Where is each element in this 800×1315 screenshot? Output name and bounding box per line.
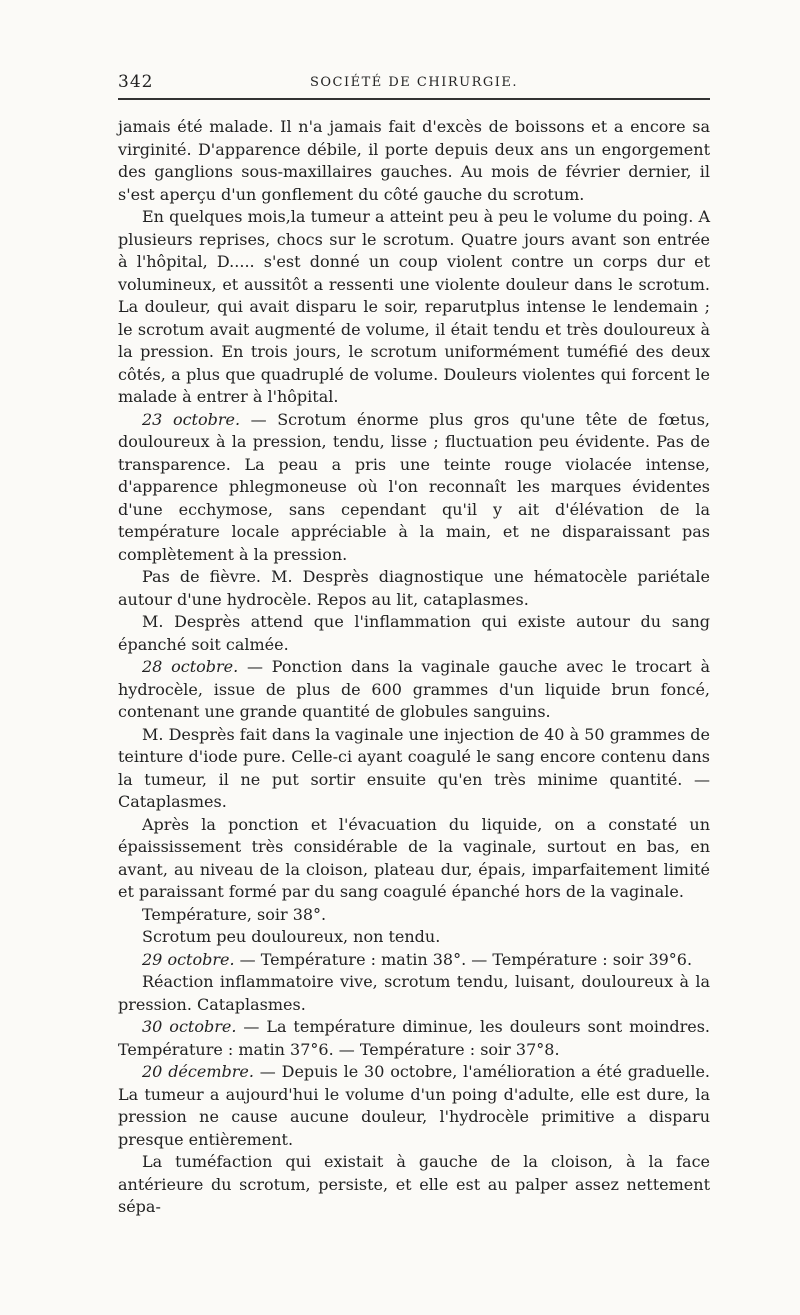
paragraph (118, 971, 710, 1016)
paragraph-text: Réaction inflammatoire vive, scrotum tendu, luisant, douloureux à la pression. Cataplasmes. (118, 972, 710, 1014)
paragraph-text: — Ponction dans la vaginale gauche avec le trocart à hydrocèle, issue de plus de 600 grammes d'un liquide brun foncé, contenant une grande quantité de globules sanguins. (118, 657, 711, 721)
paragraph (118, 566, 710, 611)
paragraph-text: — Depuis le 30 octobre, l'amélioration a été graduelle. La tumeur a aujourd'hui le volume d'un poing d'adulte, elle est dure, la pression ne cause aucune douleur, l'hydrocèle primitive a disparu presque entièrement. (118, 1062, 710, 1149)
running-head: SOCIÉTÉ DE CHIRURGIE. (309, 75, 519, 90)
paragraph (118, 814, 710, 904)
paragraph-text: — Température : matin 38°. — Température : soir 39°6. (234, 949, 693, 969)
paragraph-date: 28 octobre. (142, 657, 239, 676)
paragraph-date: 23 octobre. (142, 409, 241, 429)
paragraph (118, 926, 710, 949)
body-text (118, 116, 710, 1219)
paragraph-date: 30 octobre. (142, 1017, 237, 1036)
paragraph-text: M. Desprès attend que l'inflammation qui existe autour du sang épanché soit calmée. (118, 612, 710, 654)
paragraph-date: 20 décembre. (142, 1062, 254, 1081)
paragraph (118, 206, 710, 409)
paragraph-text: Pas de fièvre. M. Desprès diagnostique une hématocèle pariétale autour d'une hydrocèle. Repos au lit, cataplasmes. (118, 567, 710, 609)
paragraph (118, 409, 710, 567)
page-header (118, 62, 710, 94)
paragraph (118, 611, 710, 656)
paragraph (118, 949, 710, 972)
paragraph (118, 1151, 710, 1219)
paragraph-text: M. Desprès fait dans la vaginale une injection de 40 à 50 grammes de teinture d'iode pure. Celle-ci ayant coagulé le sang encore contenu dans la tumeur, il ne put sortir ensuite qu'en très minime quantité. — Cataplasmes. (118, 724, 710, 811)
paragraph-text: En quelques mois,la tumeur a atteint peu à peu le volume du poing. A plusieurs reprises, chocs sur le scrotum. Quatre jours avant son entrée à l'hôpital, D..... s'est donné un coup violent contre un corps dur et volumineux, et aussitôt a ressenti une violente douleur dans le scrotum. La douleur, qui avait disparu le soir, reparutplus intense le lendemain ; le scrotum avait augmenté de volume, il était tendu et très douloureux à la pression. En trois jours, le scrotum uniformément tuméfié des deux côtés, a plus que quadruplé de volume. Douleurs violentes qui forcent le malade à entrer à l'hôpital. (118, 207, 710, 406)
paragraph (118, 1016, 710, 1061)
page-number: 342 (118, 72, 154, 92)
paragraph-text: — La température diminue, les douleurs sont moindres. Température : matin 37°6. — Température : soir 37°8. (118, 1017, 711, 1059)
paragraph-text: La tuméfaction qui existait à gauche de la cloison, à la face antérieure du scrotum, persiste, et elle est au palper assez nettement sépa- (118, 1152, 710, 1216)
paragraph-text: — Scrotum énorme plus gros qu'une tête de fœtus, douloureux à la pression, tendu, lisse ; fluctuation peu évidente. Pas de transparence. La peau a pris une teinte rouge violacée intense, d'apparence phlegmoneuse où l'on reconnaît les marques évidentes d'une ecchymose, sans cependant qu'il y ait d'élévation de la température locale appréciable à la main, et ne disparaissant pas complètement à la pression. (118, 409, 710, 564)
paragraph (118, 656, 710, 724)
paragraph-text: Scrotum peu douloureux, non tendu. (142, 927, 441, 946)
paragraph (118, 116, 710, 206)
paragraph (118, 1061, 710, 1151)
paragraph-text: jamais été malade. Il n'a jamais fait d'excès de boissons et a encore sa virginité. D'apparence débile, il porte depuis deux ans un engorgement des ganglions sous-maxillaires gauches. Au mois de février dernier, il s'est aperçu d'un gonflement du côté gauche du scrotum. (118, 117, 710, 204)
paragraph (118, 724, 710, 814)
paragraph-text: Température, soir 38°. (142, 904, 327, 924)
paragraph-date: 29 octobre. (142, 949, 235, 969)
paragraph-text: Après la ponction et l'évacuation du liquide, on a constaté un épaississement très considérable de la vaginale, surtout en bas, en avant, au niveau de la cloison, plateau dur, épais, imparfaitement limité et paraissant formé par du sang coagulé épanché hors de la vaginale. (118, 814, 710, 901)
paragraph (118, 904, 710, 927)
header-rule (118, 98, 710, 100)
